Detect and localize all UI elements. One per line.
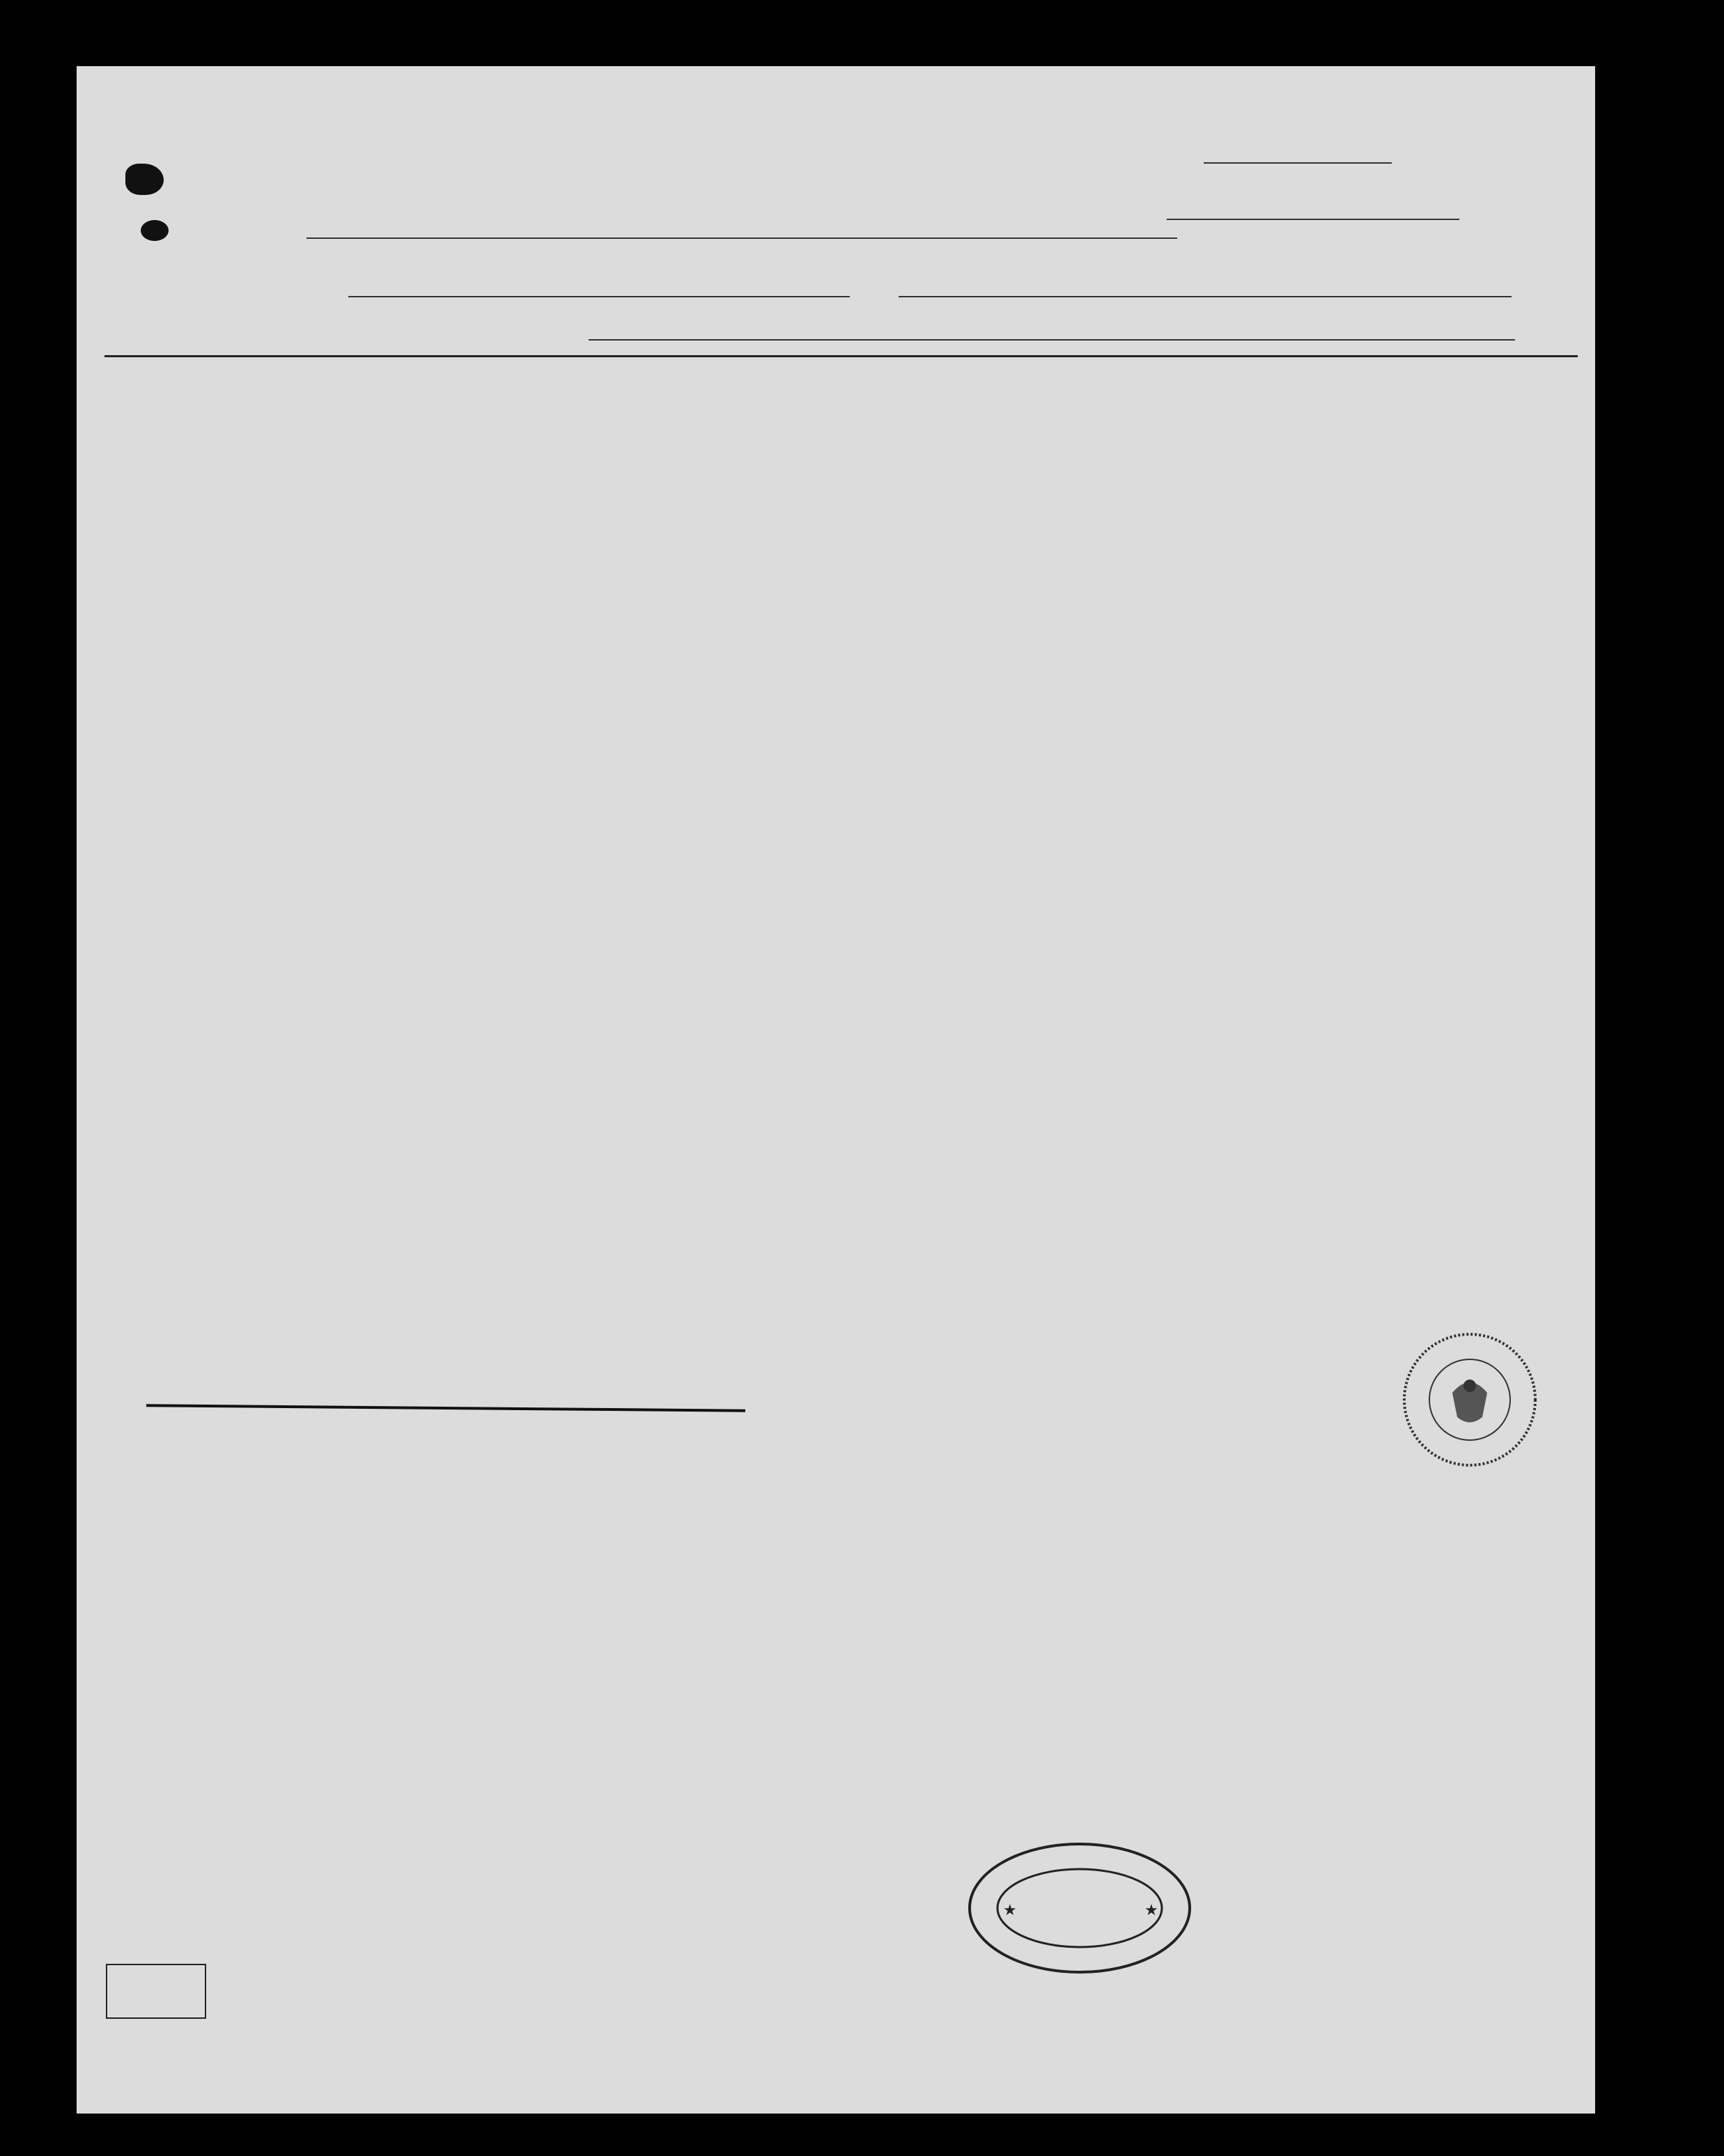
arrival-line [348,296,850,297]
consular-seal [1400,1330,1539,1469]
carrier-line [306,237,1177,239]
sheet-line [1204,162,1392,164]
last-port-line [589,339,1515,341]
crew-list-sheet [77,66,1595,2114]
total-box [106,1964,206,2019]
crew-table [104,355,1578,2032]
port-line [899,296,1512,297]
svg-text:★: ★ [1144,1902,1158,1919]
mf-blot [141,220,169,241]
mm-office-stamp [965,1838,1195,1978]
svg-text:★: ★ [1003,1902,1017,1919]
class-line [1167,219,1459,220]
ink-blot [125,164,164,195]
